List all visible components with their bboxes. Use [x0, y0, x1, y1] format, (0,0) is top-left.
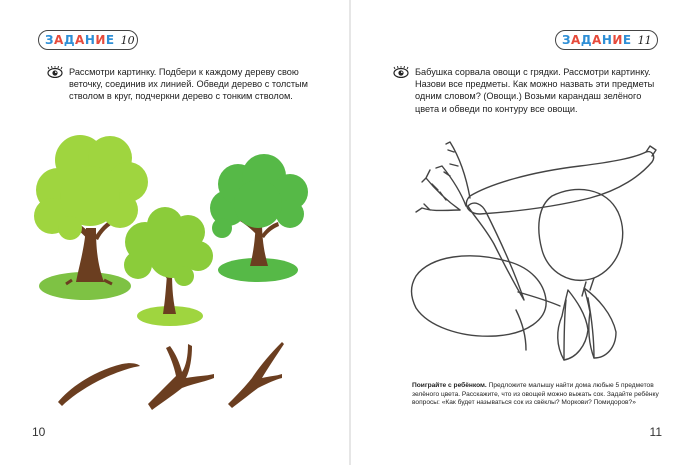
branch-3 — [228, 342, 284, 408]
branch-2 — [148, 344, 214, 410]
carrot-leaves — [416, 142, 470, 212]
branch-1 — [58, 363, 140, 406]
task-word: ЗАДАНИЕ — [45, 33, 115, 47]
hint-block — [412, 382, 662, 408]
task-word: ЗАДАНИЕ — [562, 33, 632, 47]
task-number: 10 — [120, 33, 135, 47]
right-page — [350, 0, 700, 465]
task-number: 11 — [637, 33, 652, 47]
radish-leaves — [516, 288, 616, 360]
carrot — [468, 203, 524, 300]
beet — [539, 189, 623, 280]
page-number: 10 — [32, 425, 46, 439]
hint-text: Предложите малышу найти дома любые 5 предметов зелёного цвета. Расскажите, что из овощей можно выжать сок. Задайте ребёнку вопросы: «Как будет называться сок из свёклы? Моркови? Помидоров?» — [412, 382, 659, 407]
eggplant — [412, 256, 547, 336]
zucchini — [466, 152, 653, 214]
tree-dark — [210, 154, 308, 282]
tree-medium — [124, 207, 213, 326]
page-number: 11 — [649, 425, 662, 439]
branches — [58, 342, 284, 410]
instruction-text: Бабушка сорвала овощи с грядки. Рассмотри картинку. Назови все предметы. Как можно назвать эти предметы одним словом? (Овощи.) Возьми карандаш зелёного цвета и обведи по контуру все овощи. — [415, 67, 655, 114]
hint-title: Поиграйте с ребёнком. — [412, 382, 487, 389]
instruction-text: Рассмотри картинку. Подбери к каждому дереву свою веточку, соединив их линией. Обведи дерево с толстым стволом в круг, подчеркни дерево с тонким стволом. — [69, 67, 308, 102]
